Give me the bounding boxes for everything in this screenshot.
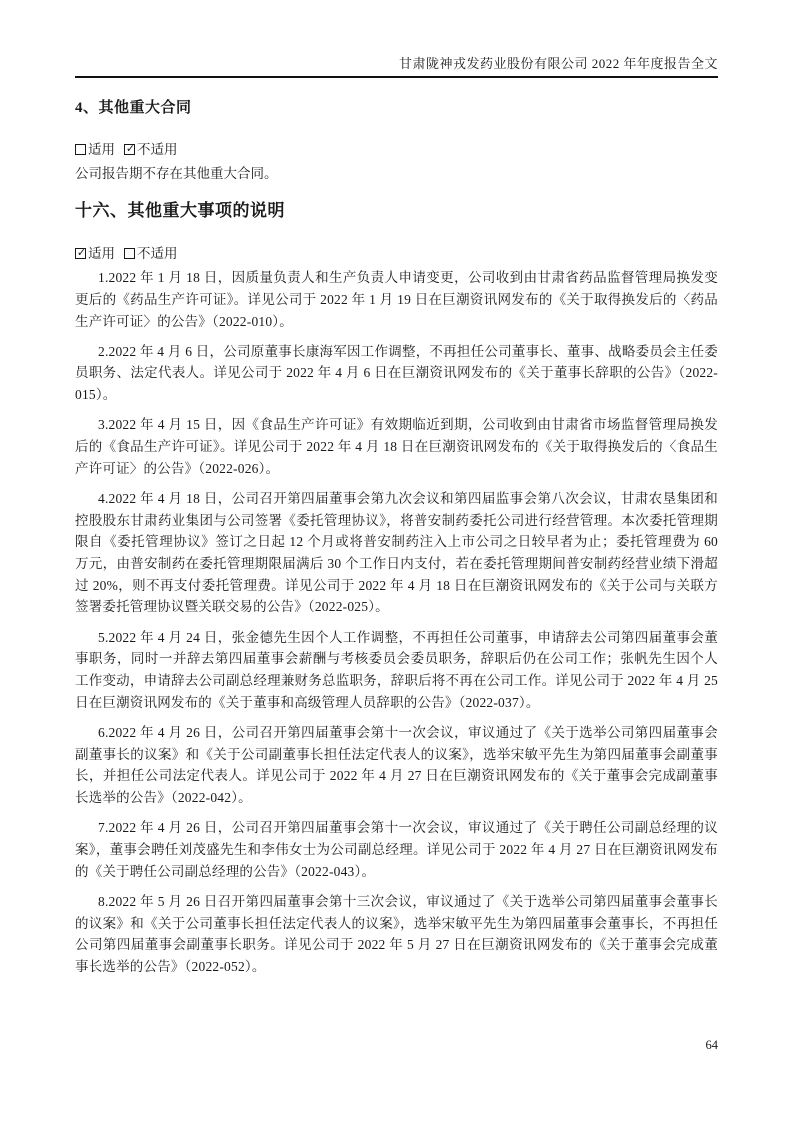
paragraph-7: 7.2022 年 4 月 26 日，公司召开第四届董事会第十一次会议，审议通过了《关于聘任公司副总经理的议案》，董事会聘任刘茂盛先生和李伟女士为公司副总经理。详见公司于 2022 年 4 月 27 日在巨潮资讯网发布的《关于聘任公司副总经理的公告》（2022-043）。 [75, 820, 718, 879]
check-mark-icon: ✓ [76, 246, 87, 260]
paragraph-6: 6.2022 年 4 月 26 日，公司召开第四届董事会第十一次会议，审议通过了《关于选举公司第四届董事会副董事长的议案》和《关于公司副董事长担任法定代表人的议案》，选举宋敏平先生为第四届董事会副董事长，并担任公司法定代表人。详见公司于 2022 年 4 月 27 日在巨潮资讯网发布的《关于董事会完成副董事长选举的公告》（2022-042）。 [75, 724, 718, 806]
applicable-label: 适用 [88, 246, 115, 262]
section-16-content [75, 267, 718, 978]
section-4-heading: 4、其他重大合同 [75, 100, 192, 116]
paragraph-1: 1.2022 年 1 月 18 日，因质量负责人和生产负责人申请变更，公司收到由甘肃省药品监督管理局换发变更后的《药品生产许可证》。详见公司于 2022 年 1 月 19 日在巨潮资讯网发布的《关于取得换发后的〈药品生产许可证〉的公告》（2022-010）。 [75, 270, 718, 329]
applicable-option [75, 142, 115, 157]
check-mark-icon: ✓ [125, 142, 136, 155]
page-number: 64 [705, 1038, 718, 1052]
paragraph-4: 4.2022 年 4 月 18 日，公司召开第四届董事会第九次会议和第四届监事会第八次会议，甘肃农垦集团和控股股东甘肃药业集团与公司签署《委托管理协议》，将普安制药委托公司进行经营管理。本次委托管理期限自《委托管理协议》签订之日起 12 个月或将普安制药注入上市公司之日较早者为止；委托管理费为 60 万元，由普安制药在委托管理期限届满后 30 个工作日内支付，若在委托管理期间普安制药经营业绩下滑超过 20%，则不再支付委托管理费。详见公司于 2022 年 4 月 18 日在巨潮资讯网发布的《关于公司与关联方签署委托管理协议暨关联交易的公告》（2022-025）。 [75, 490, 718, 615]
not-applicable-option [124, 246, 178, 261]
applicable-label: 适用 [88, 142, 115, 157]
section-16-heading: 十六、其他重大事项的说明 [75, 201, 285, 221]
applicable-option [75, 246, 115, 261]
checkbox-checked-icon [124, 144, 135, 155]
checkbox-unchecked-icon [124, 248, 135, 259]
paragraph-2: 2.2022 年 4 月 6 日，公司原董事长康海军因工作调整，不再担任公司董事长、董事、战略委员会主任委员职务、法定代表人。详见公司于 2022 年 4 月 6 日在巨潮资讯网发布的《关于董事长辞职的公告》（2022-015）。 [75, 343, 718, 403]
not-applicable-label: 不适用 [137, 246, 178, 262]
section-4-applicability-row [75, 139, 718, 161]
page-header [75, 56, 718, 78]
not-applicable-option [124, 142, 178, 157]
paragraph-3: 3.2022 年 4 月 15 日，因《食品生产许可证》有效期临近到期，公司收到由甘肃省市场监督管理局换发后的《食品生产许可证》。详见公司于 2022 年 4 月 18 日在巨潮资讯网发布的《关于取得换发后的〈食品生产许可证〉的公告》（2022-026）。 [75, 417, 718, 476]
section-4-body: 公司报告期不存在其他重大合同。 [75, 165, 278, 181]
report-title: 甘肃陇神戎发药业股份有限公司 2022 年年度报告全文 [398, 56, 718, 71]
checkbox-checked-icon [75, 248, 86, 259]
checkbox-unchecked-icon [75, 144, 86, 155]
paragraph-8: 8.2022 年 5 月 26 日召开第四届董事会第十三次会议，审议通过了《关于选举公司第四届董事会董事长的议案》和《关于公司董事长担任法定代表人的议案》，选举宋敏平先生为第四届董事会董事长，不再担任公司第四届董事会副董事长职务。详见公司于 2022 年 5 月 27 日在巨潮资讯网发布的《关于董事会完成董事长选举的公告》（2022-052）。 [75, 893, 718, 974]
not-applicable-label: 不适用 [137, 142, 178, 157]
paragraph-5: 5.2022 年 4 月 24 日，张金德先生因个人工作调整，不再担任公司董事，申请辞去公司第四届董事会董事职务，同时一并辞去第四届董事会薪酬与考核委员会委员职务，辞职后仍在公司工作；张帆先生因个人工作变动，申请辞去公司副总经理兼财务总监职务，辞职后将不再在公司工作。详见公司于 2022 年 4 月 25 日在巨潮资讯网发布的《关于董事和高级管理人员辞职的公告》（2022-037）。 [75, 629, 718, 710]
section-16-applicability-row [75, 243, 718, 265]
